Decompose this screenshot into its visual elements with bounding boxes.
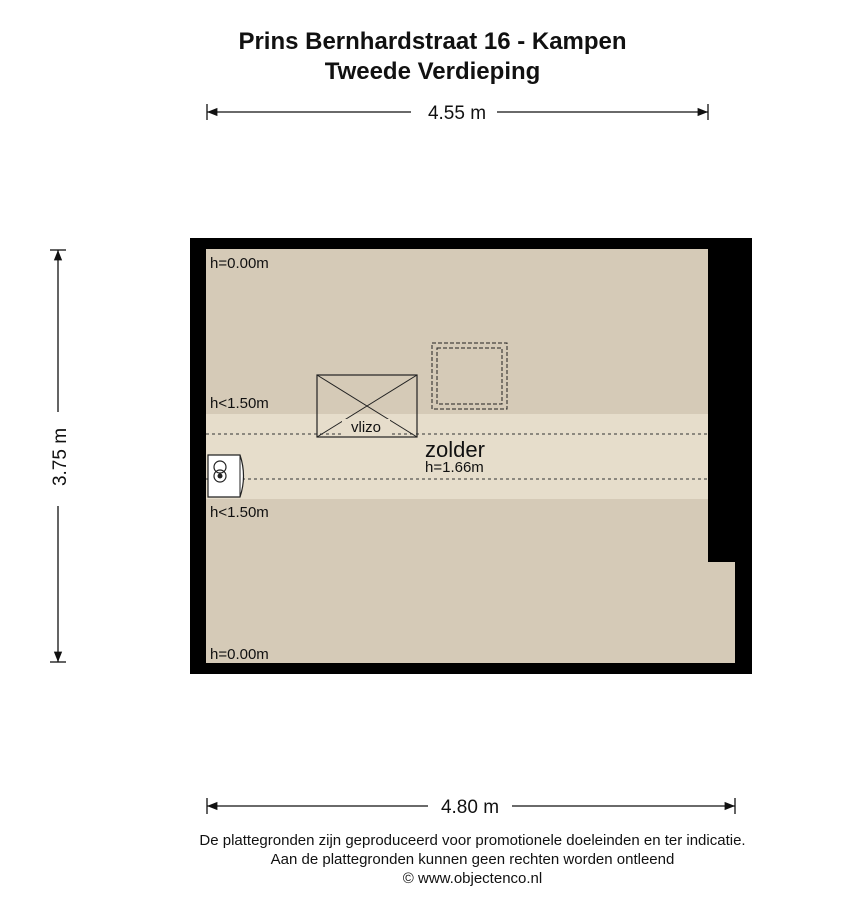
- top-dimension-label: 4.55 m: [427, 103, 487, 124]
- copyright-line: © www.objectenco.nl: [402, 870, 543, 887]
- disclaimer-line-1: De plattegronden zijn geproduceerd voor promotionele doeleinden en ter indicatie.: [199, 832, 746, 849]
- height-label-upper: h<1.50m: [210, 395, 269, 412]
- room-height: h=1.66m: [425, 459, 484, 476]
- boiler: [208, 455, 244, 497]
- vlizo-label: vlizo: [350, 419, 382, 436]
- height-label-top: h=0.00m: [210, 255, 269, 272]
- plan-floor-title: Tweede Verdieping: [324, 58, 541, 85]
- height-label-bottom: h=0.00m: [210, 646, 269, 663]
- height-label-lower: h<1.50m: [210, 504, 269, 521]
- room-name: zolder: [425, 437, 485, 462]
- disclaimer-line-2: Aan de plattegronden kunnen geen rechten worden ontleend: [270, 851, 675, 868]
- left-dimension-label: 3.75 m: [50, 427, 71, 487]
- plan-address-title: Prins Bernhardstraat 16 - Kampen: [238, 28, 627, 55]
- bottom-dimension-label: 4.80 m: [440, 797, 500, 818]
